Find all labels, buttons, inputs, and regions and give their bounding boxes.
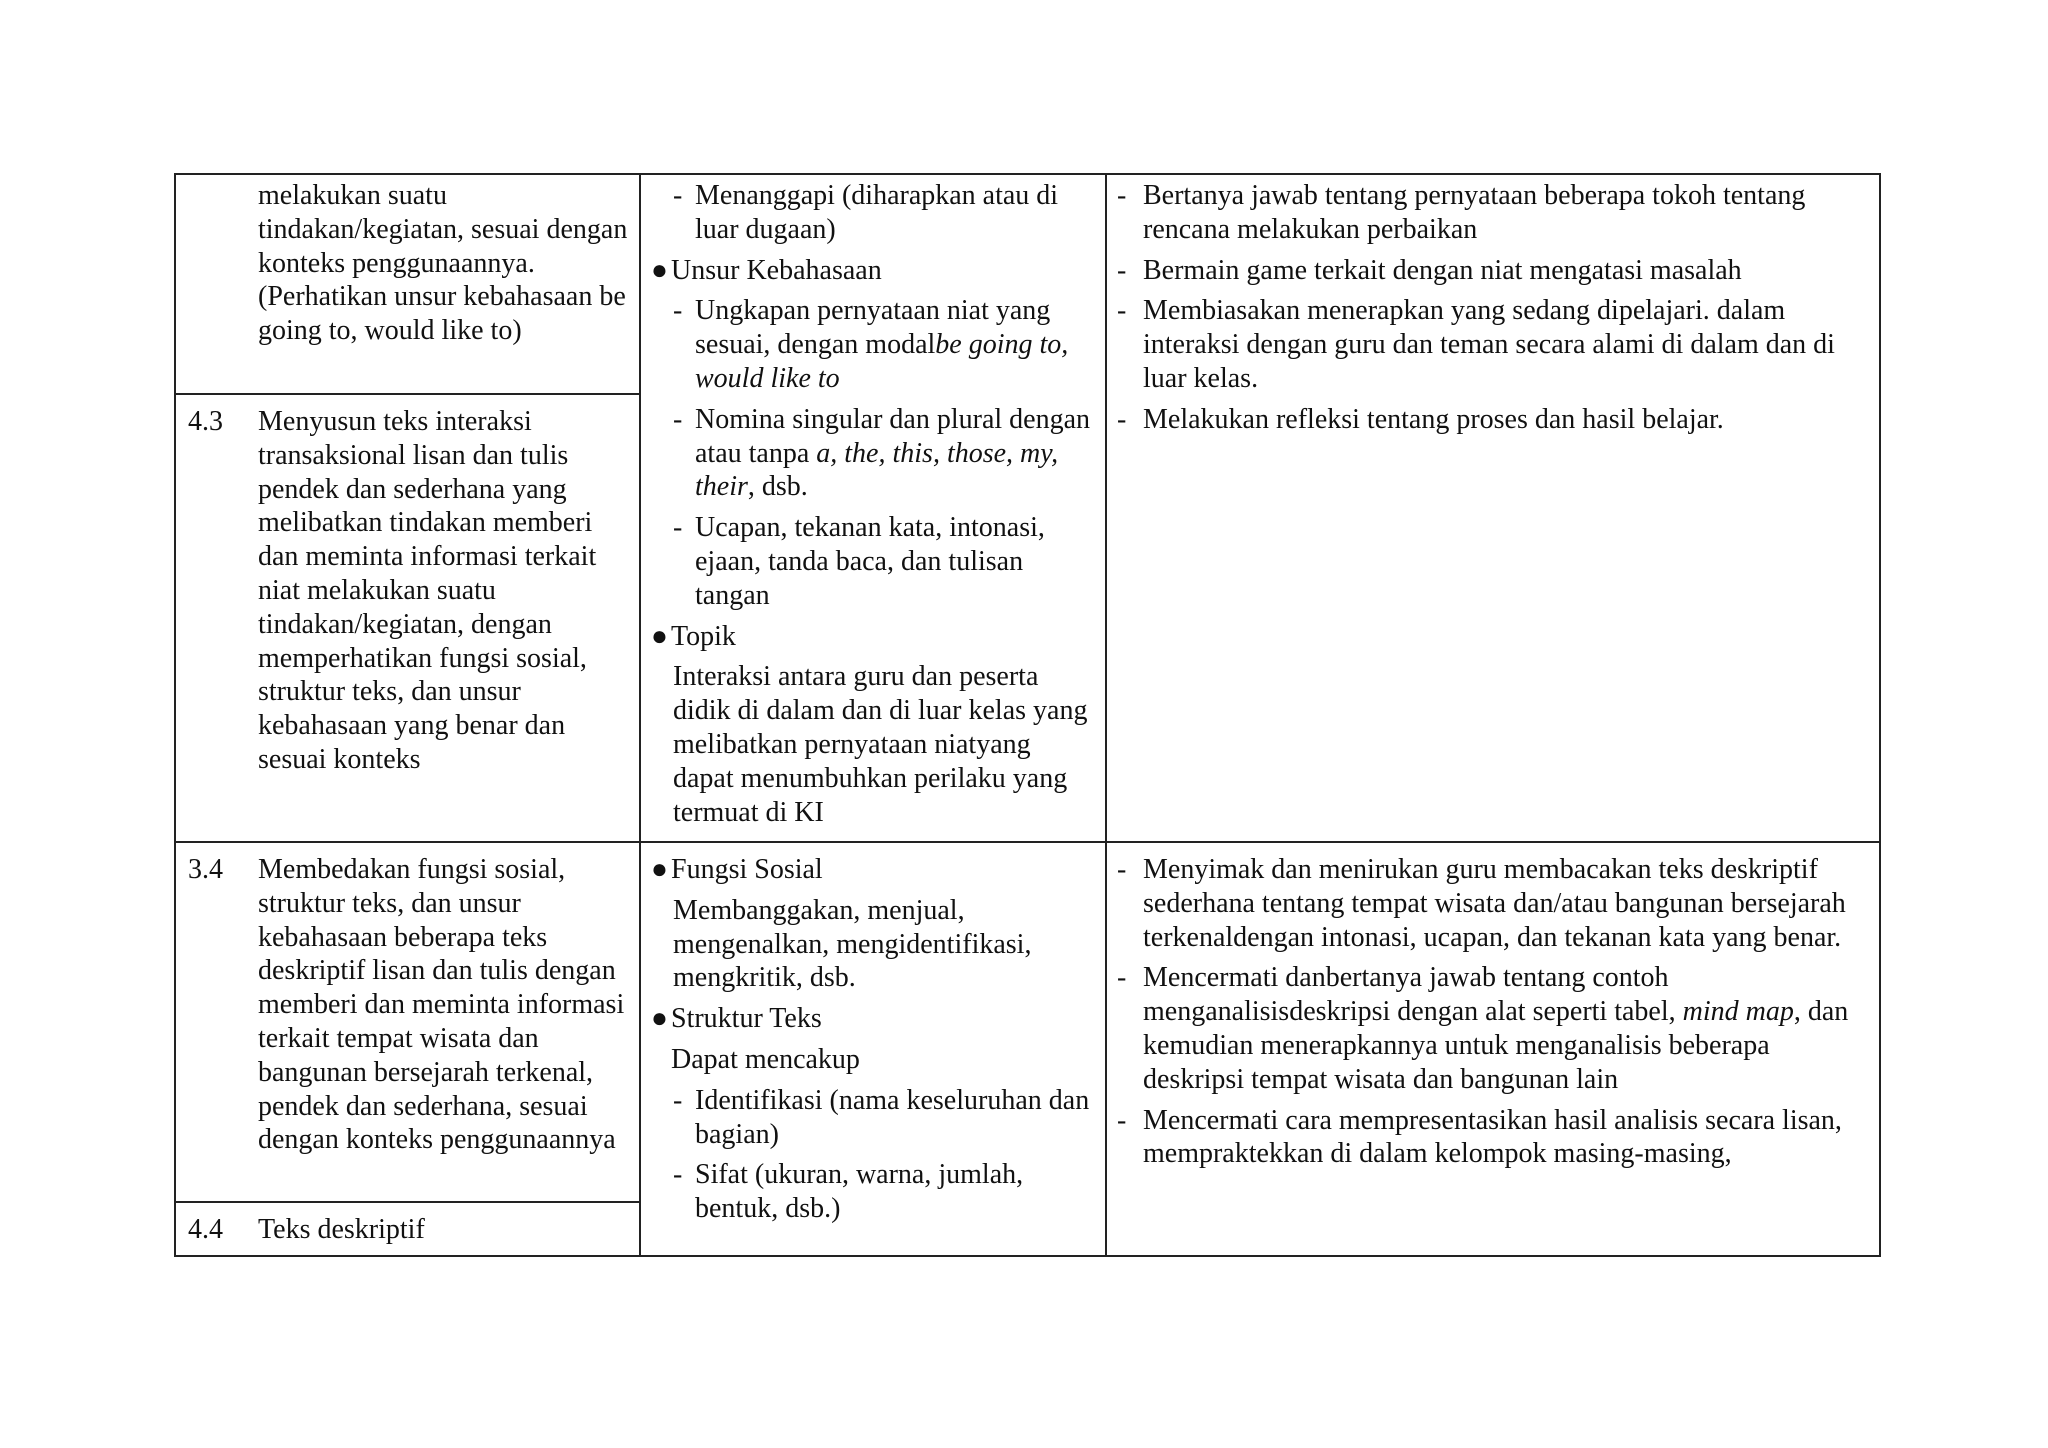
list-item: - Mencermati cara mempresentasikan hasil analisis secara lisan, mempraktekkan di dalam kelompok masing-masing, [1117,1104,1842,1170]
section-heading: ● Struktur Teks [651,1003,822,1035]
list-item: - Membiasakan menerapkan yang sedang dipelajari. dalam interaksi dengan guru dan teman secara alami di dalam dan di luar kelas. [1117,295,1835,394]
cell-divider [176,1201,639,1203]
kd-text: Teks deskriptif [258,1214,425,1245]
bullet-icon: ● [651,1003,668,1035]
kegiatan-cell [1117,179,1867,444]
kd-text: Membedakan fungsi sosial, struktur teks, dan unsur kebahasaan beberapa teks deskriptif lisan dan tulis dengan memberi dan meminta informasi terkait tempat wisata dan bangunan bersejarah terkenal, pendek dan sederhana, sesuai dengan konteks penggunaannya [258,854,625,1156]
list-item: - Menyimak dan menirukan guru membacakan teks deskriptif sederhana tentang tempat wisata dan/atau bangunan bersejarah terkenaldengan intonasi, ucapan, dan tekanan kata yang benar. [1117,854,1846,953]
list-item: - Nomina singular dan plural dengan atau tanpa a, the, this, those, my, their, dsb. [673,403,1091,503]
syllabus-table [174,173,1881,1257]
list-item: - Bertanya jawab tentang pernyataan beberapa tokoh tentang rencana melakukan perbaikan [1117,180,1806,245]
paragraph: Membanggakan, menjual, mengenalkan, mengidentifikasi, mengkritik, dsb. [673,894,1032,994]
row-divider [176,841,1881,843]
list-item: - Menanggapi (diharapkan atau di luar dugaan) [673,180,1059,245]
bullet-icon: ● [651,620,668,652]
section-heading: ● Unsur Kebahasaan [651,254,882,286]
list-item: - Sifat (ukuran, warna, jumlah, bentuk, dsb.) [673,1159,1024,1225]
kd-text: Menyusun teks interaksi transaksional lisan dan tulis pendek dan sederhana yang melibatkan tindakan memberi dan meminta informasi terkait niat melakukan suatu tindakan/kegiatan, dengan memperhatikan fungsi sosial, struktur teks, dan unsur kebahasaan yang benar dan sesuai konteks [258,406,597,775]
column-divider [1105,175,1107,1255]
materi-cell [651,853,1091,1233]
bullet-icon: ● [651,854,668,885]
list-item: - Ungkapan pernyataan niat yang sesuai, dengan modalbe going to, would like to [673,295,1069,394]
kd-number: 4.4 [188,1214,223,1245]
kd-number: 4.3 [188,406,223,437]
materi-cell [651,179,1091,836]
list-item: - Identifikasi (nama keseluruhan dan bagian) [673,1084,1090,1150]
kegiatan-cell [1117,853,1867,1178]
kd-number: 3.4 [188,854,223,885]
list-item: - Bermain game terkait dengan niat mengatasi masalah [1117,254,1742,286]
list-item: - Melakukan refleksi tentang proses dan hasil belajar. [1117,403,1724,435]
section-heading: ● Topik [651,620,736,652]
kd-text: melakukan suatu tindakan/kegiatan, sesuai dengan konteks penggunaannya. (Perhatikan unsur kebahasaan be going to, would like to) [258,180,628,347]
cell-divider [176,393,639,395]
paragraph: Interaksi antara guru dan peserta didik di dalam dan di luar kelas yang melibatkan pernyataan niatyang dapat menumbuhkan perilaku yang termuat di KI [673,661,1088,828]
bullet-icon: ● [651,254,668,286]
section-heading: ● Fungsi Sosial [651,854,823,885]
paragraph: Dapat mencakup [671,1043,860,1075]
list-item: - Ucapan, tekanan kata, intonasi, ejaan, tanda baca, dan tulisan tangan [673,512,1045,611]
column-divider [639,175,641,1255]
list-item: - Mencermati danbertanya jawab tentang contoh menganalisisdeskripsi dengan alat seperti tabel, mind map, dan kemudian menerapkannya untuk menganalisis beberapa deskripsi tempat wisata dan bangunan lain [1117,962,1849,1095]
